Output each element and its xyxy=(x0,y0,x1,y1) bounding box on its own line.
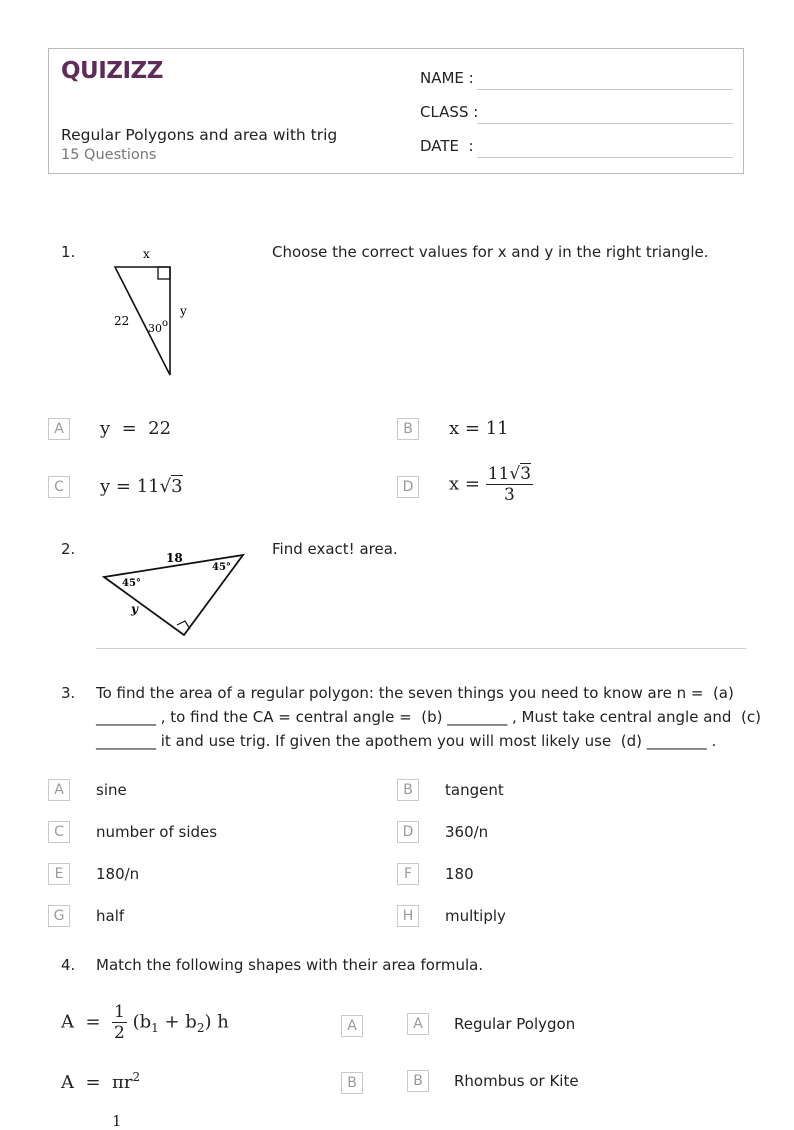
q4-formula-partial: 1 xyxy=(112,1112,122,1130)
q3-option-g-box[interactable]: G xyxy=(48,905,70,927)
q3-option-c[interactable]: number of sides xyxy=(96,823,218,841)
date-field[interactable] xyxy=(477,157,733,158)
q4-match-b-box[interactable]: B xyxy=(341,1072,363,1094)
q3-text-line-1: To find the area of a regular polygon: the seven things you need to know are n = (a) xyxy=(96,684,734,702)
q3-number: 3. xyxy=(61,684,76,702)
class-field[interactable] xyxy=(477,123,733,124)
q3-option-c-box[interactable]: C xyxy=(48,821,70,843)
q3-option-e[interactable]: 180/n xyxy=(96,865,140,883)
q2-triangle-figure xyxy=(98,545,253,645)
sqrt-symbol: √ xyxy=(159,476,172,497)
quizizz-logo: QUIZIZZ xyxy=(61,58,163,84)
q3-text-line-2: ________ , to find the CA = central angle = (b) ________ , Must take central angle and (c) xyxy=(96,708,761,726)
q4-number: 4. xyxy=(61,956,76,974)
q1-label-degree: o xyxy=(162,318,169,329)
q1-option-c-box[interactable]: C xyxy=(48,476,70,498)
q3-option-h[interactable]: multiply xyxy=(445,907,506,925)
q1-text: Choose the correct values for x and y in the right triangle. xyxy=(272,243,709,261)
q1-triangle-figure xyxy=(100,240,210,380)
q2-number: 2. xyxy=(61,540,76,558)
q1-label-angle: 30 xyxy=(148,322,162,335)
q2-label-angle-left: 45° xyxy=(122,578,141,589)
worksheet-title: Regular Polygons and area with trig xyxy=(61,126,338,144)
q4-answer-b[interactable]: Rhombus or Kite xyxy=(454,1072,579,1090)
q1-label-hyp: 22 xyxy=(114,314,130,328)
q1-option-a[interactable]: y = 22 xyxy=(100,418,172,439)
date-label: DATE : xyxy=(420,137,474,155)
q1-right-angle-mark xyxy=(158,267,170,279)
q3-option-g[interactable]: half xyxy=(96,907,125,925)
answer-separator xyxy=(96,648,746,649)
q1-option-c[interactable]: y = 11√3 xyxy=(100,476,183,497)
q1-label-x: x xyxy=(143,247,150,261)
q1-option-b-box[interactable]: B xyxy=(397,418,419,440)
class-label: CLASS : xyxy=(420,103,479,121)
q3-option-h-box[interactable]: H xyxy=(397,905,419,927)
q3-option-d[interactable]: 360/n xyxy=(445,823,489,841)
q4-text: Match the following shapes with their area formula. xyxy=(96,956,484,974)
q2-label-angle-right: 45° xyxy=(212,562,231,573)
q3-option-a[interactable]: sine xyxy=(96,781,127,799)
question-count: 15 Questions xyxy=(61,147,157,163)
q4-formula-trapezoid: A = $\frac{1}{2}$ $(b_1 + b_2)$ h xyxy=(61,1002,229,1043)
q3-option-e-box[interactable]: E xyxy=(48,863,70,885)
q4-answer-b-box[interactable]: B xyxy=(407,1070,429,1092)
q1-option-d-box[interactable]: D xyxy=(397,476,419,498)
q4-match-a-box[interactable]: A xyxy=(341,1015,363,1037)
name-field[interactable] xyxy=(477,89,733,90)
q2-text: Find exact! area. xyxy=(272,540,398,558)
q2-right-angle-mark xyxy=(177,621,190,629)
q3-option-b[interactable]: tangent xyxy=(445,781,504,799)
q3-option-f[interactable]: 180 xyxy=(445,865,474,883)
q4-answer-a-box[interactable]: A xyxy=(407,1013,429,1035)
q3-text-line-3: ________ it and use trig. If given the apothem you will most likely use (d) ________ . xyxy=(96,732,717,750)
q1-option-d[interactable]: x = $\frac{11√3}{3}$ xyxy=(449,464,532,505)
q2-label-side: 18 xyxy=(166,551,183,565)
name-label: NAME : xyxy=(420,69,474,87)
q2-label-leg: y xyxy=(131,602,138,616)
q3-option-a-box[interactable]: A xyxy=(48,779,70,801)
sqrt-symbol: √ xyxy=(509,464,521,484)
q1-option-a-box[interactable]: A xyxy=(48,418,70,440)
q1-number: 1. xyxy=(61,243,76,261)
q3-option-b-box[interactable]: B xyxy=(397,779,419,801)
q4-answer-a[interactable]: Regular Polygon xyxy=(454,1015,576,1033)
q4-formula-circle: $A = \pi r^2$ xyxy=(61,1070,141,1093)
q3-option-f-box[interactable]: F xyxy=(397,863,419,885)
q3-option-d-box[interactable]: D xyxy=(397,821,419,843)
q1-option-b[interactable]: x = 11 xyxy=(449,418,509,439)
q1-label-y: y xyxy=(180,304,187,318)
